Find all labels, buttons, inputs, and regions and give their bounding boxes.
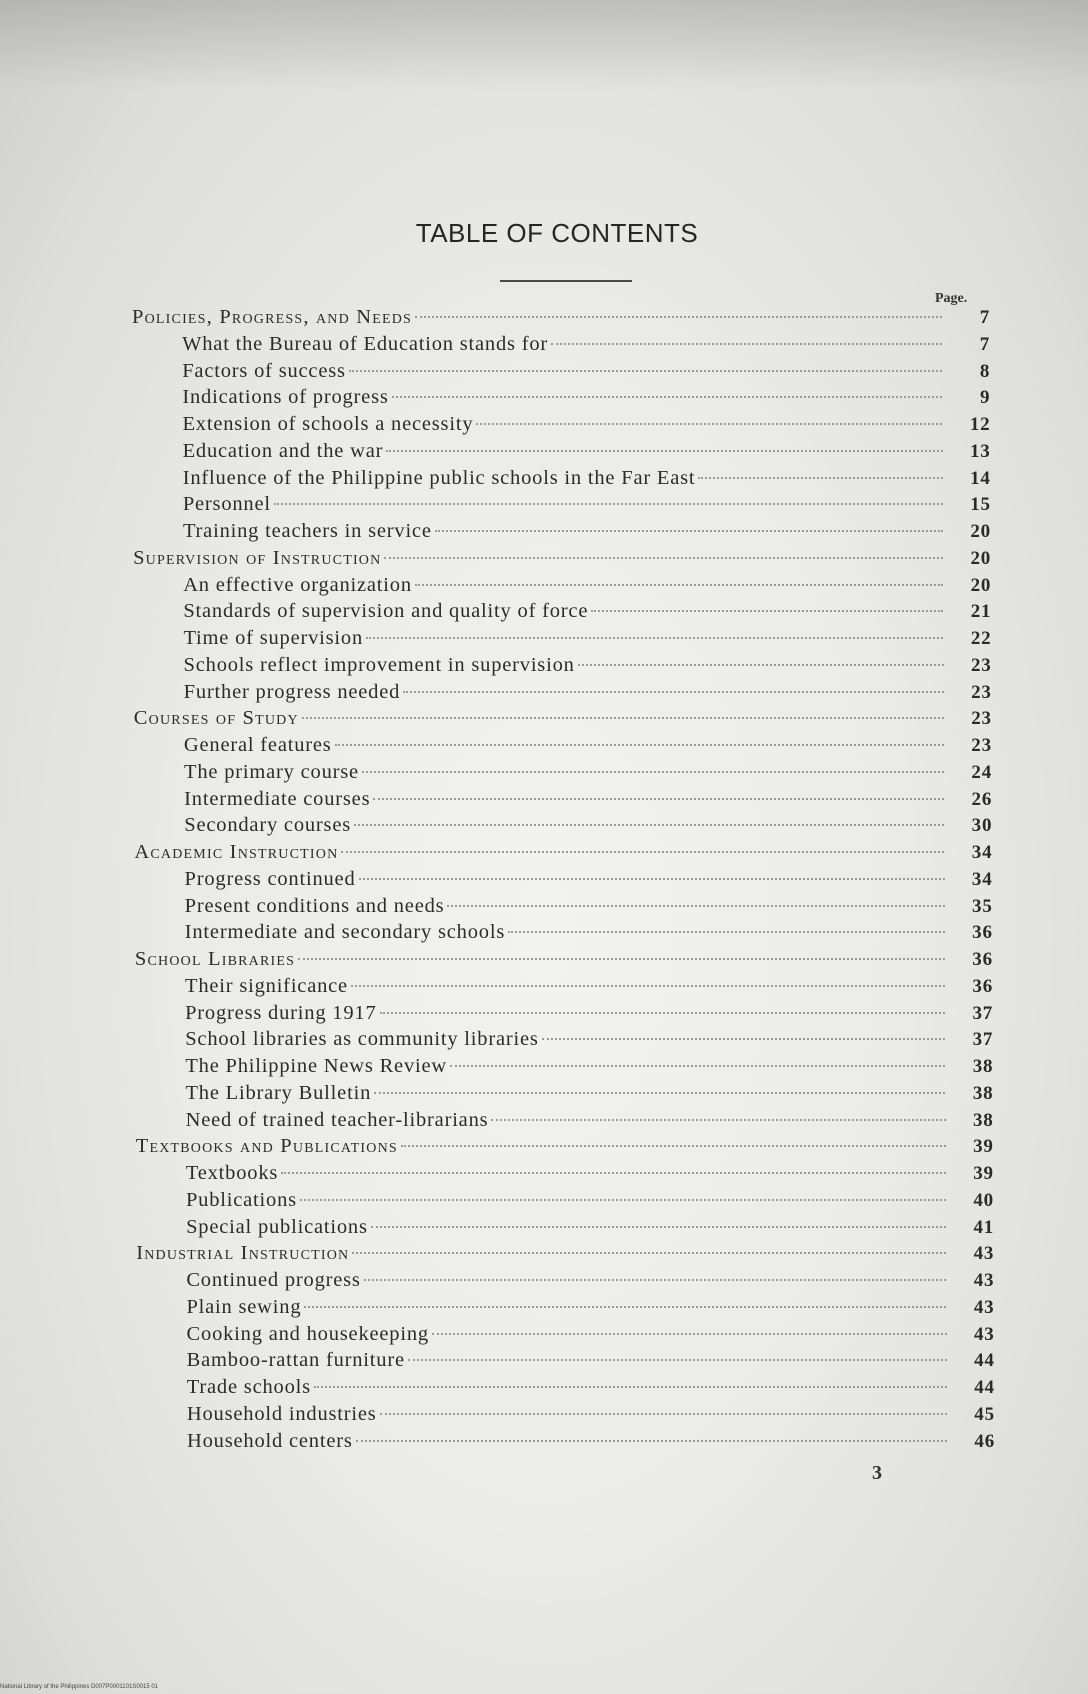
dot-leader (491, 1119, 945, 1121)
toc-subentry (184, 734, 992, 761)
dot-leader (386, 450, 942, 452)
toc-entry-label: Publications (185, 1188, 297, 1211)
toc-page-number: 37 (972, 1002, 994, 1024)
dot-leader (341, 851, 944, 853)
dot-leader (450, 1065, 945, 1067)
toc-entry-label: School libraries as community libraries (185, 1028, 539, 1051)
toc-subentry (187, 1403, 995, 1430)
toc-subentry (186, 1296, 994, 1323)
toc-page-number: 23 (970, 654, 992, 676)
toc-entry-label: Intermediate and secondary schools (184, 921, 506, 944)
dot-leader (351, 985, 945, 987)
title-rule (500, 280, 632, 282)
toc-entry-label: Factors of success (182, 359, 346, 382)
dot-leader (274, 503, 943, 505)
dot-leader (435, 530, 943, 532)
toc-page-number: 43 (973, 1243, 995, 1265)
toc-entry-label: Standards of supervision and quality of force (183, 600, 589, 623)
dot-leader (551, 343, 942, 345)
toc-subentry (185, 1028, 993, 1055)
toc-subentry (187, 1323, 995, 1350)
toc-entry-label: Supervision of Instruction (133, 546, 382, 569)
dot-leader (366, 637, 943, 639)
dot-leader (698, 477, 942, 479)
toc-entry-label: Household industries (186, 1402, 377, 1425)
dot-leader (371, 1226, 946, 1228)
toc-page-number: 15 (970, 494, 991, 516)
toc-entry-label: The Library Bulletin (185, 1081, 372, 1104)
toc-entry-label: School Libraries (134, 948, 296, 970)
toc-subentry (183, 600, 991, 627)
toc-entry-label: Continued progress (186, 1269, 361, 1291)
toc-subentry (183, 627, 991, 654)
toc-subentry (184, 654, 992, 681)
toc-page-number: 13 (969, 440, 991, 462)
toc-page-number: 44 (974, 1350, 995, 1372)
dot-leader (578, 664, 944, 666)
toc-subentry (186, 1109, 994, 1136)
toc-entry-label: Secondary courses (184, 814, 351, 837)
toc-entry-label: Plain sewing (186, 1295, 302, 1318)
dot-leader (362, 771, 944, 773)
toc-section-entry (134, 841, 992, 868)
toc-subentry (182, 386, 990, 413)
footer-credit: National Library of the Philippines D007P0001101S0015 01 (0, 1684, 159, 1690)
dot-leader (300, 1199, 946, 1201)
dot-leader (591, 610, 943, 612)
page-number: 3 (872, 1462, 882, 1484)
toc-page-number: 22 (970, 628, 992, 649)
toc-page-number: 36 (972, 922, 993, 944)
toc-subentry (183, 574, 991, 601)
toc-entry-label: Influence of the Philippine public schools in the Far East (182, 466, 696, 489)
dot-leader (415, 316, 942, 318)
toc-subentry (183, 440, 991, 467)
toc-entry-label: Extension of schools a necessity (182, 413, 474, 435)
toc-page-number: 37 (972, 1029, 994, 1051)
toc-entry-label: Courses of Study (133, 707, 299, 730)
dot-leader (364, 1279, 947, 1281)
toc-page-number: 43 (973, 1323, 995, 1345)
dot-leader (447, 905, 944, 907)
dot-leader (508, 931, 945, 933)
toc-page-number: 23 (971, 735, 992, 756)
dot-leader (542, 1038, 946, 1040)
dot-leader (432, 1333, 947, 1335)
dot-leader (354, 824, 944, 826)
dot-leader (349, 370, 942, 372)
dot-leader (374, 1092, 945, 1094)
toc-entry-label: Progress continued (184, 867, 356, 890)
dot-leader (281, 1172, 946, 1174)
toc-page-number: 38 (972, 1082, 994, 1104)
toc-page-number: 24 (971, 761, 993, 783)
toc-page-number: 26 (971, 788, 993, 810)
toc-entry-label: What the Bureau of Education stands for (182, 332, 549, 355)
toc-subentry (185, 895, 993, 922)
dot-leader (359, 878, 945, 880)
toc-entry-label: Further progress needed (183, 680, 401, 703)
dot-leader (392, 396, 943, 398)
toc-page-number: 14 (970, 467, 991, 489)
toc-page-number: 39 (973, 1136, 994, 1158)
toc-subentry (185, 975, 993, 1002)
dot-leader (356, 1440, 947, 1442)
toc-section-entry (133, 547, 991, 574)
toc-subentry (187, 1376, 995, 1403)
toc-page-number: 36 (972, 975, 993, 997)
toc-entry-label: Household centers (187, 1429, 353, 1452)
dot-leader (314, 1386, 947, 1388)
toc-page-number: 36 (972, 949, 993, 970)
toc-section-entry (135, 948, 993, 975)
toc-page-number: 21 (970, 601, 992, 623)
toc-entry-label: Schools reflect improvement in supervision (183, 653, 575, 676)
toc-subentry (185, 1082, 993, 1109)
page-title: TABLE OF CONTENTS (415, 218, 699, 248)
toc-section-entry (132, 306, 990, 333)
toc-entry-label: Training teachers in service (182, 520, 432, 542)
toc-subentry (184, 761, 992, 788)
dot-leader (304, 1306, 946, 1308)
toc-subentry (187, 1430, 995, 1457)
dot-leader (384, 557, 943, 559)
toc-subentry (185, 868, 993, 895)
toc-page-number: 8 (979, 360, 991, 382)
toc-entry-label: The primary course (184, 760, 359, 783)
toc-section-entry (136, 1242, 994, 1269)
toc-page-number: 20 (970, 547, 992, 569)
dot-leader (380, 1413, 947, 1415)
dot-leader (401, 1145, 946, 1147)
toc-page-number: 38 (972, 1109, 994, 1131)
toc-subentry (186, 1216, 994, 1243)
dot-leader (408, 1359, 947, 1361)
toc-entry-label: Bamboo-rattan furniture (186, 1349, 405, 1372)
toc-subentry (186, 1189, 994, 1216)
toc-entry-label: Trade schools (186, 1376, 311, 1398)
toc-page-number: 34 (971, 868, 993, 890)
toc-entry-label: Cooking and housekeeping (186, 1322, 429, 1345)
toc-entry-label: Textbooks (185, 1162, 279, 1184)
toc-subentry (184, 814, 992, 841)
toc-entry-label: Education and the war (182, 439, 384, 462)
toc-entry-label: Special publications (186, 1215, 368, 1238)
toc-subentry (185, 1002, 993, 1029)
toc-entry-label: An effective organization (183, 573, 412, 596)
toc-subentry (182, 360, 990, 387)
scan-shadow (0, 0, 1088, 90)
dot-leader (335, 744, 944, 746)
toc-entry-label: Their significance (185, 974, 348, 997)
toc-subentry (183, 467, 991, 494)
toc-subentry (184, 788, 992, 815)
toc-subentry (184, 681, 992, 708)
dot-leader (302, 717, 944, 719)
toc-subentry (182, 413, 990, 440)
toc-entry-label: Textbooks and Publications (135, 1135, 398, 1158)
toc-page-number: 20 (970, 521, 991, 542)
toc-page-number: 7 (979, 333, 991, 355)
toc-page-number: 45 (974, 1403, 995, 1425)
toc-subentry (186, 1269, 994, 1296)
toc-subentry (185, 1055, 993, 1082)
toc-entry-label: Personnel (182, 493, 271, 516)
toc-subentry (183, 520, 991, 547)
toc-entry-label: Time of supervision (183, 627, 364, 649)
toc-subentry (185, 921, 993, 948)
toc-page-number: 34 (971, 842, 993, 863)
toc-entry-label: Industrial Instruction (136, 1242, 350, 1265)
toc-subentry (186, 1162, 994, 1189)
toc-section-entry (136, 1135, 994, 1162)
toc-page-number: 35 (972, 895, 993, 917)
toc-page-number: 44 (974, 1377, 995, 1398)
dot-leader (476, 423, 942, 425)
toc-page-number: 9 (980, 387, 991, 409)
dot-leader (415, 584, 943, 586)
dot-leader (403, 691, 943, 693)
toc-subentry (182, 333, 990, 360)
toc-page-number: 40 (973, 1189, 994, 1211)
toc-entry-label: Academic Instruction (134, 841, 339, 863)
toc-entry-label: Policies, Progress, and Needs (132, 306, 413, 328)
toc-subentry (187, 1349, 995, 1376)
toc-page-number: 23 (971, 681, 992, 703)
toc-page-number: 23 (971, 708, 992, 730)
toc-page-number: 46 (974, 1430, 996, 1452)
toc-page-number: 20 (970, 574, 992, 596)
toc-page-number: 7 (979, 307, 990, 328)
toc-page-number: 39 (973, 1163, 994, 1184)
dot-leader (352, 1252, 946, 1254)
toc-page-number: 12 (969, 414, 991, 435)
page-column-header: Page. (935, 291, 968, 306)
dot-leader (380, 1012, 946, 1014)
toc-section-entry (134, 707, 992, 734)
dot-leader (298, 958, 945, 960)
toc-page-number: 43 (973, 1270, 995, 1291)
toc-entry-label: Indications of progress (182, 386, 389, 409)
toc-subentry (183, 493, 991, 520)
toc-entry-label: Intermediate courses (184, 787, 371, 810)
dot-leader (373, 798, 944, 800)
toc-entry-label: Present conditions and needs (184, 894, 445, 917)
toc-entry-label: The Philippine News Review (185, 1055, 447, 1077)
toc-page-number: 43 (973, 1296, 995, 1318)
toc-page-number: 38 (972, 1056, 994, 1077)
toc-page-number: 41 (973, 1216, 995, 1238)
toc-entry-label: Progress during 1917 (185, 1001, 377, 1024)
toc-page-number: 30 (971, 815, 993, 837)
toc-entry-label: General features (183, 734, 332, 756)
toc-entry-label: Need of trained teacher-librarians (185, 1108, 489, 1131)
